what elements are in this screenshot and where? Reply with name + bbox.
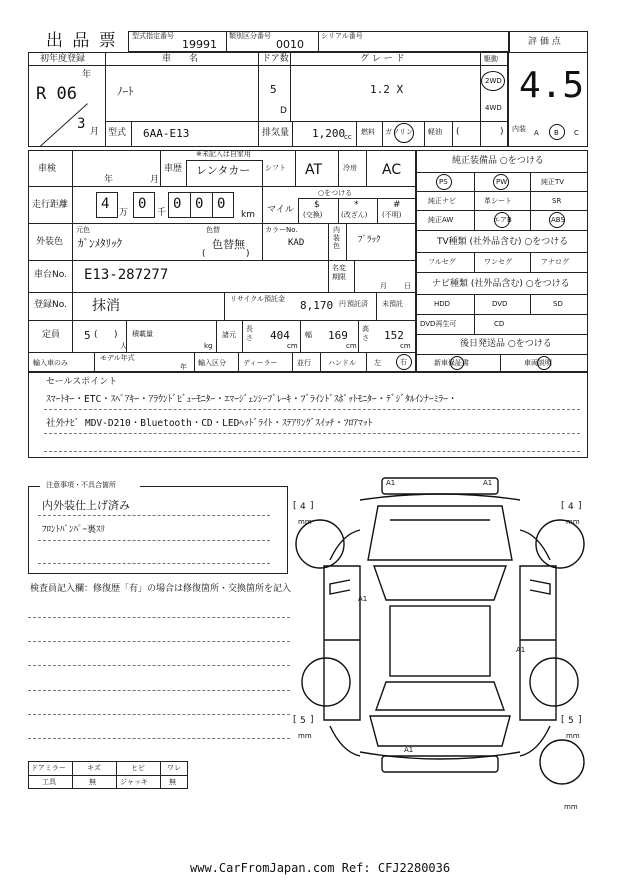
car-damage-diagram xyxy=(290,470,590,800)
tire-fl-mm: mm xyxy=(298,518,312,526)
fuel-gasoline: ガソリン xyxy=(385,128,413,136)
inspection-year: 年 xyxy=(104,175,114,185)
legend-v3: ジャッキ xyxy=(120,778,148,786)
interior-label: 内装 xyxy=(512,125,526,133)
orig-color-value: ｶﾞﾝﾒﾀﾘｯｸ xyxy=(78,237,122,250)
type-no: 19991 xyxy=(182,38,217,51)
navi-cd: CD xyxy=(494,320,505,328)
equip-sr: SR xyxy=(552,197,562,205)
import-parallel: 並行 xyxy=(297,359,311,367)
meter-mile-label: マイル xyxy=(267,205,294,215)
notes-line1: 内外装仕上げ済み xyxy=(42,499,130,512)
tire-rl-mm: mm xyxy=(298,732,312,740)
docs-warranty: 新車保証書 xyxy=(434,359,469,367)
name-change-month: 月 xyxy=(380,282,387,290)
damage-front-right: A1 xyxy=(483,479,493,487)
navi-title: ナビ種類 (社外品含む) ○をつける xyxy=(432,279,570,289)
docs-manual: 車両説明 xyxy=(524,359,552,367)
mileage-digit-1: 4 xyxy=(101,196,110,212)
import-label: 輸入車のみ xyxy=(33,359,68,367)
legend-v2: 無 xyxy=(89,778,96,786)
tv-analog: アナログ xyxy=(541,258,569,266)
car-name: ﾉｰﾄ xyxy=(117,85,134,98)
sales-point-line1: ｽﾏｰﾄｷｰ・ETC・ｽﾍﾟｱｷｰ・ｱﾗｳﾝﾄﾞﾋﾞｭｰﾓﾆﾀｰ・ｴﾏｰｼﾞｪﾝｼｰﾌﾞﾚｰｷ・ﾌﾞﾗｲﾝﾄﾞｽﾎﾟｯﾄﾓﾆﾀｰ・ﾃﾞｼﾞﾀﾙｲﾝﾅｰﾐﾗｰ・ xyxy=(46,394,458,405)
doors-value: 5 xyxy=(270,83,277,96)
capacity-value: 5 xyxy=(84,329,91,342)
footer-reference: www.CarFromJapan.com Ref: CFJ2280036 xyxy=(190,861,451,875)
displacement-value: 1,200 xyxy=(312,127,346,140)
tire-fl-depth: 4 xyxy=(300,502,306,512)
sen-unit: 千 xyxy=(157,208,167,218)
mileage-digit-4: 0 xyxy=(195,196,204,212)
load-label: 積載量 xyxy=(132,330,153,338)
capacity-label: 定員 xyxy=(42,330,61,340)
class-no-label: 類別区分番号 xyxy=(229,32,271,40)
ac-label: 冷房 xyxy=(343,164,357,172)
equip-abs: ABS xyxy=(551,216,565,224)
meter-opt-unknown: # xyxy=(393,200,401,210)
inspection-label: 車検 xyxy=(38,164,57,174)
year-unit: 年 xyxy=(82,70,92,80)
tv-oneseg: ワンセグ xyxy=(484,258,512,266)
tire-fr-mm: mm xyxy=(566,518,580,526)
car-name-label: 車 名 xyxy=(162,54,199,64)
navi-hdd: HDD xyxy=(434,300,451,308)
mileage-digit-2: 0 xyxy=(138,196,147,212)
inner-color-value: ﾌﾞﾗｯｸ xyxy=(358,235,381,245)
width-value: 169 xyxy=(328,329,348,342)
first-reg-year: R 06 xyxy=(36,84,77,104)
km-unit: km xyxy=(241,210,255,220)
drive-2wd: 2WD xyxy=(485,77,502,85)
history-note: ※未記入は自家用 xyxy=(196,150,251,158)
meter-desc-unknown: (不明) xyxy=(382,211,402,219)
color-no-value: KAD xyxy=(288,238,305,248)
inspector-label: 検査員記入欄：修復歴「有」の場合は修復箇所・交換箇所を記入 xyxy=(30,584,292,594)
equip-title: 純正装備品 ○をつける xyxy=(452,156,544,166)
equip-navi: 純正ナビ xyxy=(428,197,456,205)
equip-leather: 革シート xyxy=(484,197,512,205)
score-label: 評 価 点 xyxy=(528,37,561,47)
damage-front-left: A1 xyxy=(386,479,396,487)
sales-point-line2: 社外ﾅﾋﾞ MDV-D210・Bluetooth・CD・LEDﾍｯﾄﾞﾗｲﾄ・ｽﾃｱﾘﾝｸﾞｽｲｯﾁ・ﾌﾛｱﾏｯﾄ xyxy=(46,418,373,429)
height-cm: cm xyxy=(400,342,411,350)
door-type: D xyxy=(280,106,287,116)
extra-label: 諸元 xyxy=(222,331,236,339)
navi-sd: SD xyxy=(553,300,563,308)
name-change-day: 日 xyxy=(404,282,411,290)
displacement-label: 排気量 xyxy=(262,128,290,138)
meter-note: ○をつける xyxy=(318,189,353,197)
reg-value: 抹消 xyxy=(92,298,120,314)
tire-rr-mm: mm xyxy=(566,732,580,740)
cc-unit: cc xyxy=(344,133,352,141)
damage-rear: A1 xyxy=(404,746,414,754)
tv-title: TV種類 (社外品含む) ○をつける xyxy=(437,237,569,247)
history-value: レンタカー xyxy=(196,164,251,177)
length-cm: cm xyxy=(287,342,298,350)
import-class-label: 輸入区分 xyxy=(198,359,226,367)
import-dealer: ディーラー xyxy=(243,359,278,367)
recycle-label: リサイクル預託金 xyxy=(230,295,286,303)
sales-point-label: セールスポイント xyxy=(46,377,118,387)
legend-h1: ドアミラー xyxy=(31,764,66,772)
mileage-digit-3: 0 xyxy=(173,196,182,212)
shift-value: AT xyxy=(305,162,323,178)
grade-value: 1.2 X xyxy=(370,83,404,96)
length-value: 404 xyxy=(270,329,290,342)
model-value: 6AA-E13 xyxy=(143,127,190,140)
fuel-diesel: 軽油 xyxy=(428,128,442,136)
equip-aw: 純正AW xyxy=(428,216,454,224)
recycle-done: 預託済 xyxy=(347,300,368,308)
drive-4wd: 4WD xyxy=(485,104,502,112)
handle-left: 左 xyxy=(374,359,381,367)
handle-label: ハンドル xyxy=(328,359,356,367)
width-label: 幅 xyxy=(305,331,312,339)
history-label: 車歴 xyxy=(164,164,183,174)
model-year-unit: 年 xyxy=(180,363,187,371)
meter-opt-tampered: * xyxy=(354,200,359,210)
model-year-label: モデル年式 xyxy=(100,354,135,362)
reg-label: 登録No. xyxy=(34,300,67,310)
fuel-label: 燃料 xyxy=(361,128,375,136)
height-value: 152 xyxy=(384,329,404,342)
doors-label: ドア数 xyxy=(262,54,289,64)
equip-tv: 純正TV xyxy=(541,178,565,186)
navi-dvd: DVD xyxy=(492,300,508,308)
inspection-month: 月 xyxy=(150,175,160,185)
drive-label: 駆動 xyxy=(484,55,498,63)
interior-a: A xyxy=(534,129,539,137)
chassis-label: 車台No. xyxy=(34,270,67,280)
man-unit: 万 xyxy=(119,208,129,218)
notes-line2: ﾌﾛﾝﾄﾊﾞﾝﾊﾟｰ裏ｽﾘ xyxy=(42,525,106,535)
serial-label: シリアル番号 xyxy=(321,32,363,40)
ac-value: AC xyxy=(382,162,402,178)
orig-color-label: 元色 xyxy=(76,226,90,234)
tire-fr-depth: 4 xyxy=(568,502,574,512)
legend-h2: キズ xyxy=(87,764,101,772)
repaint-label: 色替 xyxy=(206,226,220,234)
interior-c: C xyxy=(574,129,579,137)
meter-desc-tampered: (改ざん) xyxy=(341,211,368,219)
meter-desc-exchange: (交換) xyxy=(303,211,323,219)
legend-h4: ワレ xyxy=(167,764,181,772)
equip-pw: PW xyxy=(496,178,508,186)
shift-label: シフト xyxy=(265,164,286,172)
legend-v1: 工具 xyxy=(42,778,56,786)
legend-v4: 無 xyxy=(169,778,176,786)
month-unit: 月 xyxy=(90,127,100,137)
height-label: 高さ xyxy=(362,325,369,342)
damage-left-side: A1 xyxy=(358,595,368,603)
model-label: 型式 xyxy=(108,128,127,138)
damage-right-side: A1 xyxy=(516,646,526,654)
handle-right: 右 xyxy=(400,358,407,366)
score-value: 4.5 xyxy=(519,65,585,106)
docs-title: 後日発送品 ○をつける xyxy=(460,339,552,349)
chassis-value: E13-287277 xyxy=(84,267,169,283)
legend-h3: ヒビ xyxy=(131,764,145,772)
fuel-selected-circle xyxy=(394,123,414,143)
sheet-title: 出 品 票 xyxy=(46,31,118,51)
inner-color-label: 内装色 xyxy=(333,226,340,250)
class-no: 0010 xyxy=(276,38,304,51)
first-reg-label: 初年度登録 xyxy=(40,54,86,64)
recycle-value: 8,170 xyxy=(300,299,334,312)
length-label: 長さ xyxy=(246,325,253,342)
capacity-unit: 人 xyxy=(120,342,127,350)
repaint-value: 色替無 xyxy=(212,238,245,251)
navi-dvd-play: DVD再生可 xyxy=(420,320,457,328)
recycle-unit: 円 xyxy=(339,300,346,308)
notes-label: 注意事項・不具合箇所 xyxy=(46,481,116,489)
color-no-label: カラーNo. xyxy=(265,226,298,234)
equip-airbag: エアB xyxy=(493,216,512,224)
recycle-not: 未預託 xyxy=(382,300,403,308)
load-kg: kg xyxy=(204,342,213,350)
tire-rl-depth: 5 xyxy=(300,716,306,726)
color-label: 外装色 xyxy=(36,237,64,247)
interior-b: B xyxy=(554,129,559,137)
mileage-digit-5: 0 xyxy=(217,196,226,212)
equip-ps: PS xyxy=(439,178,448,186)
name-change-label: 名変期限 xyxy=(332,264,346,281)
width-cm: cm xyxy=(346,342,357,350)
meter-opt-exchange: $ xyxy=(314,200,320,210)
spare-mm: mm xyxy=(564,803,578,811)
tv-fullseg: フルセグ xyxy=(428,258,456,266)
tire-rr-depth: 5 xyxy=(568,716,574,726)
mileage-label: 走行距離 xyxy=(32,200,69,210)
first-reg-month: 3 xyxy=(77,116,86,132)
type-no-label: 型式指定番号 xyxy=(132,32,174,40)
grade-label: グ レ ー ド xyxy=(360,54,405,64)
